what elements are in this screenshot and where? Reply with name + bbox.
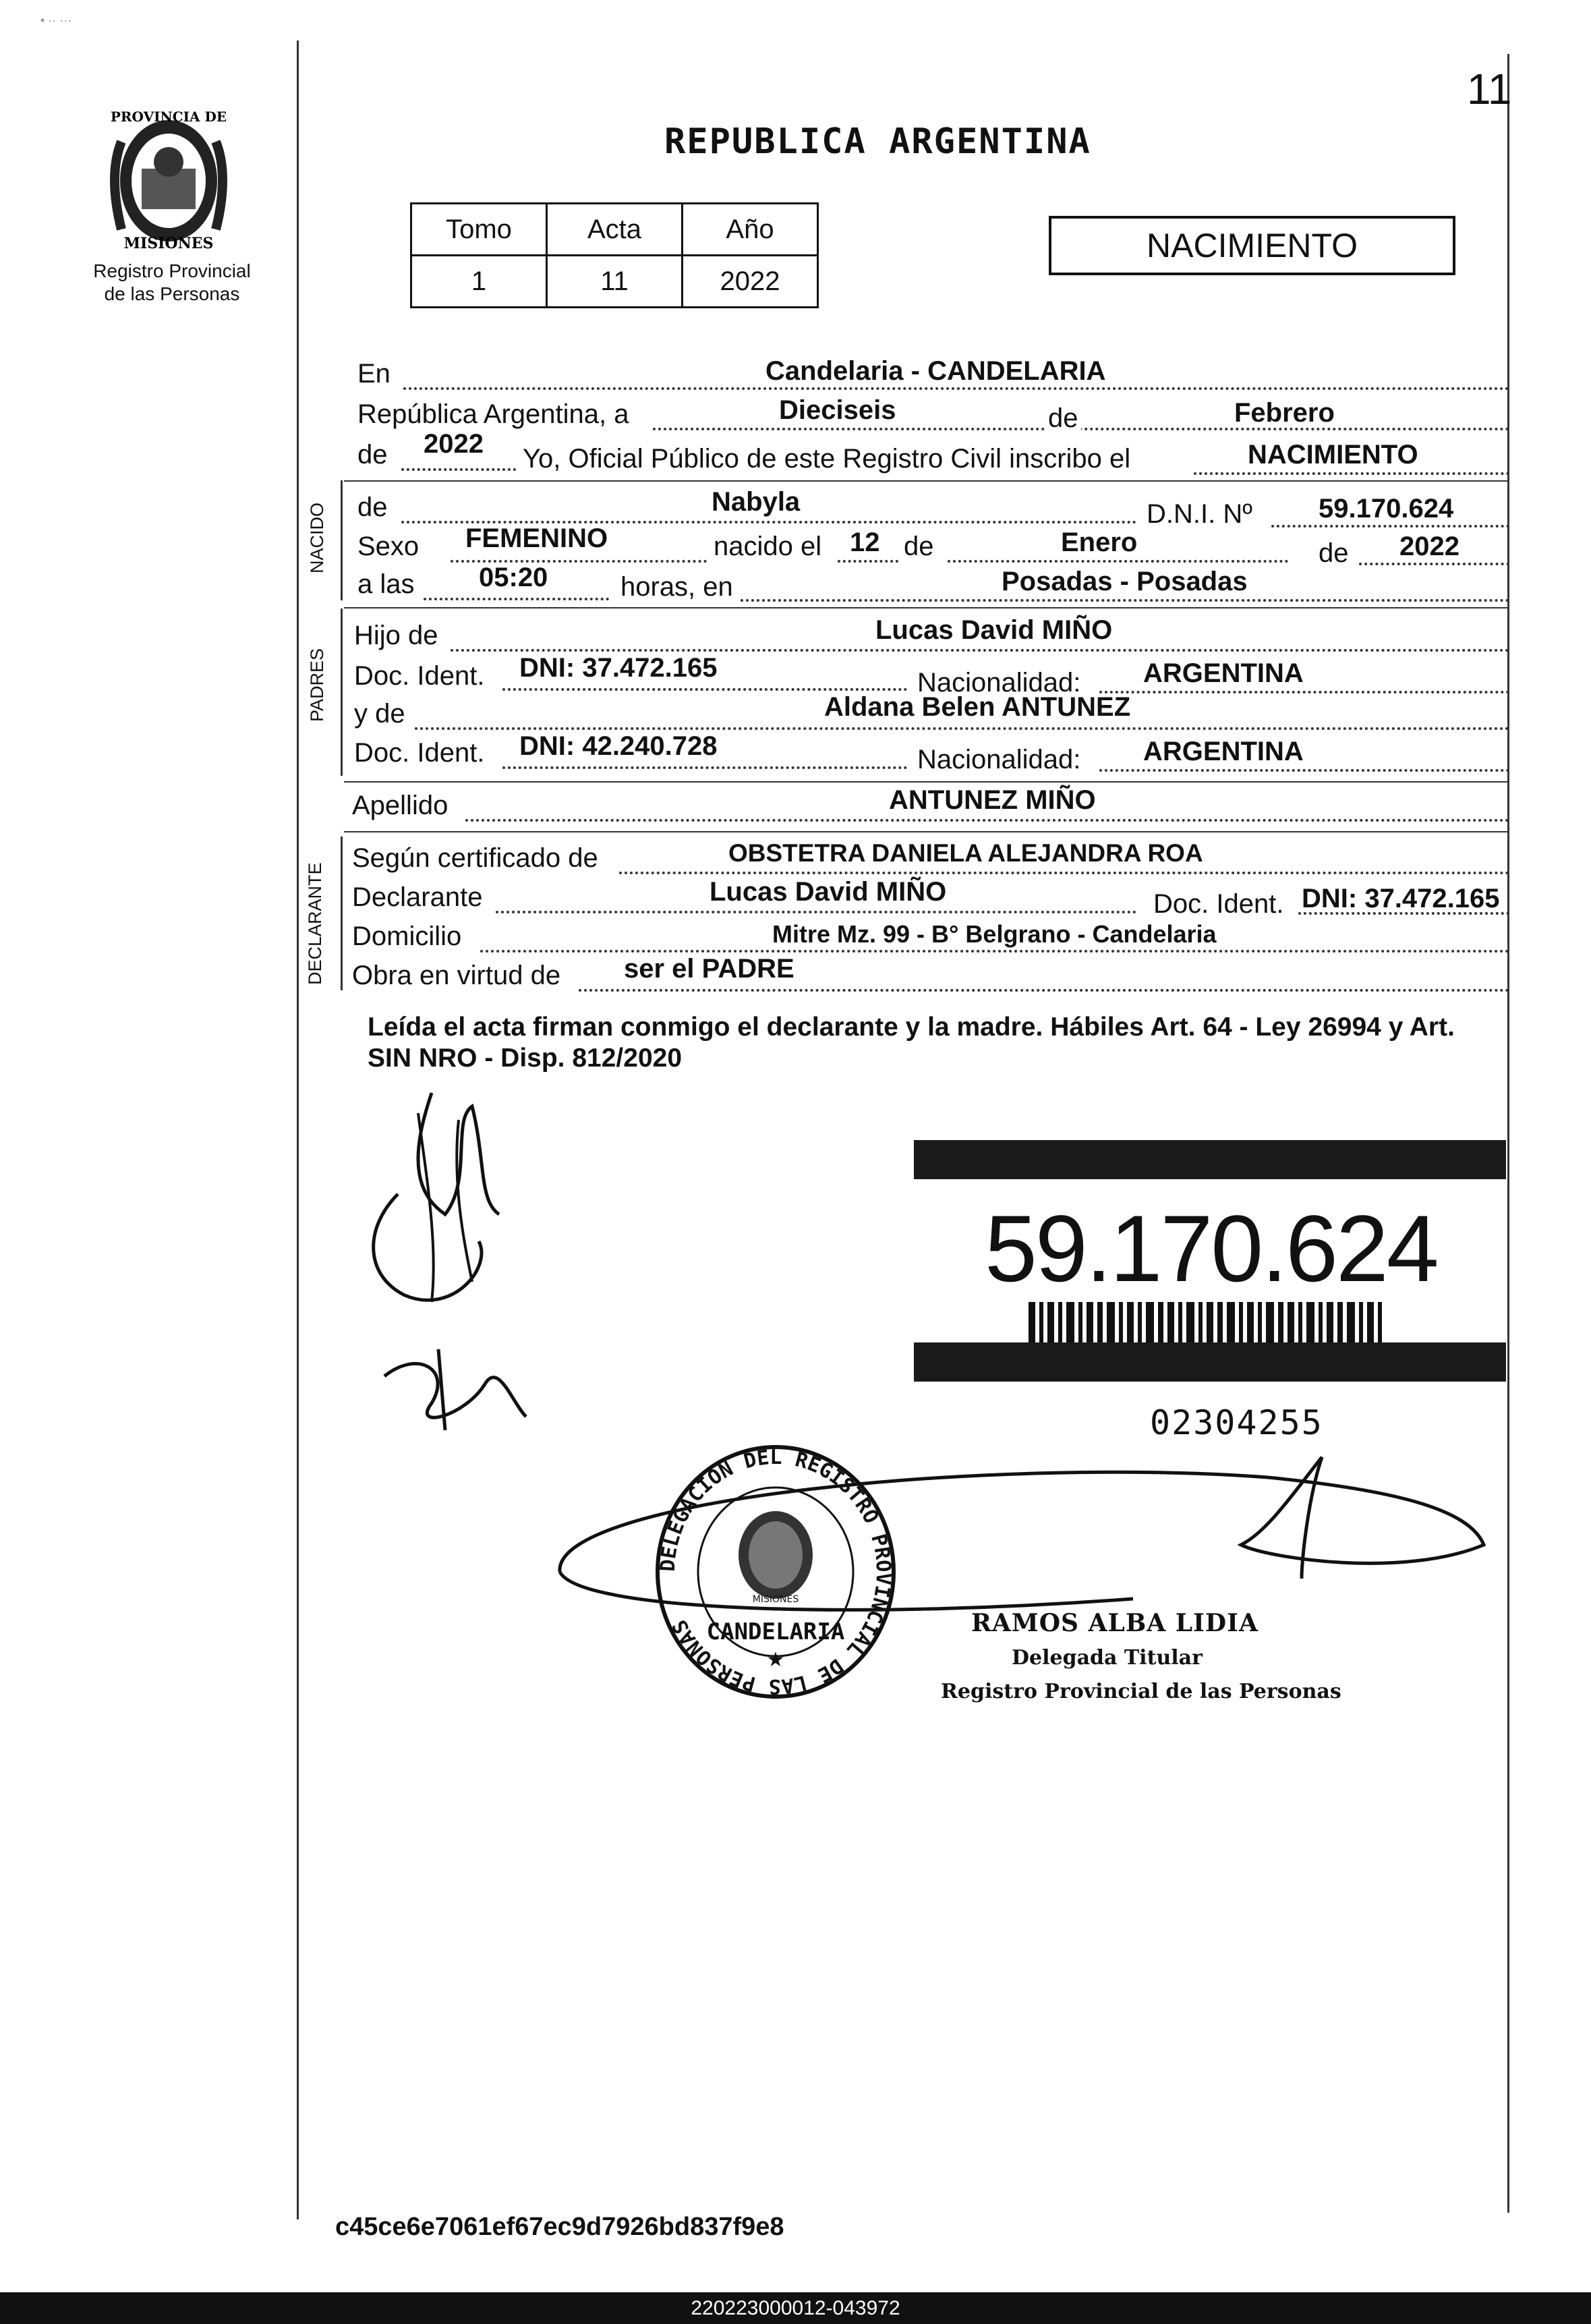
value-padre-nac: ARGENTINA — [1143, 658, 1304, 688]
document-hash: c45ce6e7061ef67ec9d7926bd837f9e8 — [335, 2213, 784, 2241]
section-bracket-nacido — [341, 480, 343, 600]
registro-value-tomo: 1 — [411, 256, 547, 308]
section-bracket-padres — [341, 608, 343, 776]
registro-header-tomo: Tomo — [411, 204, 547, 256]
legal-note: Leída el acta firman conmigo el declarante y la madre. Hábiles Art. 64 - Ley 26994 y Art. SIN NRO - Disp. 812/2020 — [368, 1013, 1455, 1073]
right-margin-line — [1507, 54, 1509, 2213]
logo-bottom-text: MISIONES — [123, 235, 214, 252]
label-de-mes-nac: de — [904, 532, 934, 561]
dotted-line — [502, 766, 907, 769]
dotted-line — [415, 727, 1509, 730]
dotted-line — [1194, 472, 1509, 475]
logo-top-text: PROVINCIA DE — [110, 109, 227, 125]
dotted-line — [401, 468, 516, 471]
registry-caption — [71, 260, 273, 306]
registro-value-acta: 11 — [547, 256, 683, 308]
side-label-declarante: DECLARANTE — [305, 862, 325, 985]
svg-text:★: ★ — [766, 1649, 785, 1671]
dotted-line — [480, 950, 1509, 953]
registro-header-anio: Año — [683, 204, 818, 256]
registry-caption-line2: de las Personas — [104, 283, 240, 304]
dotted-line — [619, 872, 1509, 874]
handwritten-signatures — [337, 1079, 553, 1457]
dotted-line — [403, 387, 1509, 390]
label-obra-en-virtud: Obra en virtud de — [352, 961, 561, 990]
value-padre-doc: DNI: 37.472.165 — [519, 653, 718, 683]
dotted-line — [948, 560, 1288, 563]
value-sexo: FEMENINO — [465, 523, 608, 553]
label-yo-oficial: Yo, Oficial Público de este Registro Civil inscribo el — [523, 444, 1131, 474]
dotted-line — [451, 649, 1509, 652]
value-mes-nac: Enero — [1061, 528, 1138, 557]
value-madre: Aldana Belen ANTUNEZ — [824, 692, 1131, 722]
section-divider — [344, 607, 1509, 608]
value-padre: Lucas David MIÑO — [875, 615, 1113, 645]
label-de-anio: de — [357, 440, 388, 470]
label-de-anio-nac: de — [1319, 538, 1349, 568]
official-role: Delegada Titular — [1012, 1646, 1203, 1670]
dotted-line — [1099, 769, 1509, 772]
label-y-de: y de — [354, 699, 405, 729]
value-dia-nac: 12 — [850, 528, 880, 557]
registro-value-row — [411, 256, 818, 308]
label-republica-a: República Argentina, a — [357, 399, 629, 429]
label-nacido-el: nacido el — [714, 532, 822, 561]
value-lugar-nac: Posadas - Posadas — [1002, 567, 1248, 596]
section-divider — [344, 781, 1509, 783]
section-bracket-declarante — [341, 837, 343, 990]
footer-code-bar: 220223000012-043972 — [0, 2292, 1591, 2324]
label-segun-certificado: Según certificado de — [352, 843, 598, 873]
label-hijo-de: Hijo de — [354, 621, 438, 650]
dotted-line — [653, 428, 1509, 430]
label-doc-madre: Doc. Ident. — [354, 738, 485, 768]
value-domicilio: Mitre Mz. 99 - B° Belgrano - Candelaria — [772, 920, 1217, 948]
label-de-nombre: de — [357, 492, 388, 522]
section-divider — [344, 831, 1509, 832]
page-number: 11 — [1467, 65, 1512, 113]
dotted-line — [741, 599, 1509, 602]
document-type-box: NACIMIENTO — [1049, 216, 1455, 275]
dotted-line — [502, 688, 907, 691]
value-declarante-doc: DNI: 37.472.165 — [1302, 884, 1500, 913]
label-nacionalidad-padre: Nacionalidad: — [917, 668, 1081, 698]
registro-value-anio: 2022 — [683, 256, 818, 308]
label-horas-en: horas, en — [620, 572, 733, 602]
value-dia: Dieciseis — [779, 395, 896, 425]
label-dni: D.N.I. Nº — [1147, 499, 1252, 529]
value-apellido: ANTUNEZ MIÑO — [889, 785, 1096, 815]
label-declarante: Declarante — [352, 882, 483, 912]
label-a-las: a las — [357, 569, 415, 599]
registro-table — [410, 202, 819, 308]
dotted-line — [465, 819, 1509, 822]
stamp-ring-text: DELEGACION DEL REGISTRO PROVINCIAL DE LAS PERSONAS — [656, 1445, 896, 1699]
registry-caption-line1: Registro Provincial — [93, 260, 251, 281]
dotted-line — [424, 598, 609, 600]
left-margin-line — [297, 40, 299, 2219]
dotted-line — [1099, 691, 1509, 693]
value-anio: 2022 — [424, 429, 484, 459]
scan-mark: • ·· ··· — [40, 13, 72, 27]
dotted-line — [1271, 525, 1509, 528]
provincia-misiones-logo — [94, 101, 243, 256]
label-doc-padre: Doc. Ident. — [354, 661, 485, 691]
section-divider — [344, 480, 1509, 482]
label-doc-declarante: Doc. Ident. — [1153, 889, 1284, 919]
value-inscripcion: NACIMIENTO — [1248, 440, 1418, 470]
value-madre-nac: ARGENTINA — [1143, 737, 1304, 766]
value-declarante: Lucas David MIÑO — [710, 877, 947, 907]
stamp-center-text: CANDELARIA — [706, 1618, 845, 1645]
value-virtud: ser el PADRE — [624, 954, 794, 984]
label-nacionalidad-madre: Nacionalidad: — [917, 745, 1081, 774]
serial-number: 02304255 — [1150, 1403, 1323, 1442]
dni-card-bottom-band — [914, 1342, 1506, 1382]
registro-header-acta: Acta — [547, 204, 683, 256]
official-office: Registro Provincial de las Personas — [941, 1680, 1341, 1703]
dni-card-number: 59.170.624 — [985, 1195, 1437, 1301]
dni-number-card — [914, 1140, 1506, 1383]
dotted-line — [496, 911, 1136, 913]
value-certificado: OBSTETRA DANIELA ALEJANDRA ROA — [728, 839, 1203, 867]
value-lugar: Candelaria - CANDELARIA — [765, 356, 1106, 386]
country-title: REPUBLICA ARGENTINA — [664, 121, 1091, 162]
label-sexo: Sexo — [357, 532, 420, 561]
dotted-line — [1359, 563, 1509, 565]
value-mes: Febrero — [1234, 398, 1335, 428]
dni-card-top-band — [914, 1140, 1506, 1179]
value-anio-nac: 2022 — [1399, 532, 1459, 561]
value-hora: 05:20 — [479, 563, 548, 592]
stamp-seal-label: MISIONES — [752, 1594, 799, 1605]
side-label-nacido: NACIDO — [307, 502, 327, 573]
registro-header-row — [411, 204, 818, 256]
side-label-padres: PADRES — [307, 648, 327, 722]
value-madre-doc: DNI: 42.240.728 — [519, 731, 718, 761]
value-dni: 59.170.624 — [1319, 494, 1454, 523]
label-domicilio: Domicilio — [352, 922, 462, 951]
value-nombre: Nabyla — [712, 487, 801, 517]
official-name: RAMOS ALBA LIDIA — [971, 1609, 1259, 1637]
dotted-line — [838, 560, 898, 563]
label-apellido: Apellido — [352, 791, 449, 820]
label-de-mes: de — [1045, 402, 1081, 434]
label-en: En — [357, 359, 390, 389]
dotted-line — [579, 989, 1509, 992]
